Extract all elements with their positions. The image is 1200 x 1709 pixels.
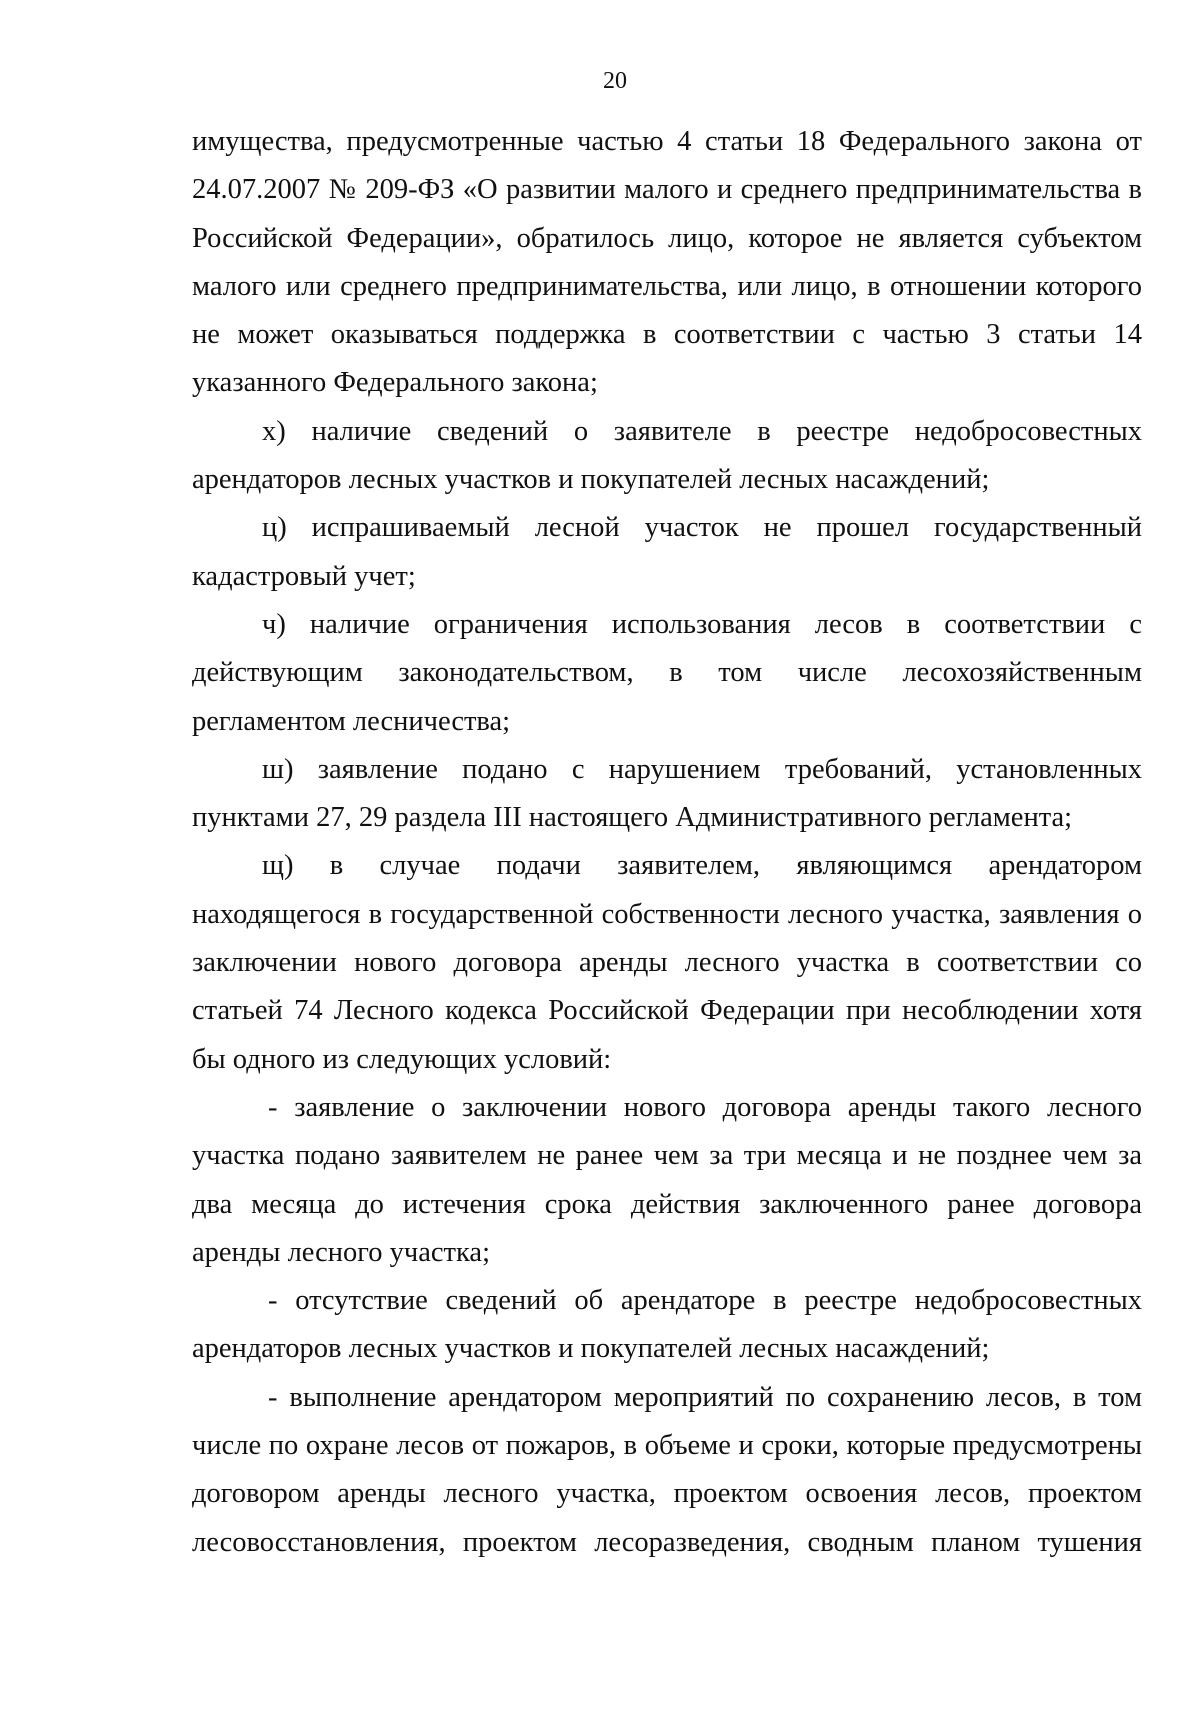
paragraph-item-ts: ц) испрашиваемый лесной участок не прошел государственный кадастровый учет; <box>192 512 1142 592</box>
paragraph-item-sh: ш) заявление подано с нарушением требований, установленных пунктами 27, 29 раздела III настоящего Административного регламента; <box>192 753 1142 834</box>
paragraph-item-ch: ч) наличие ограничения использования лесов в соответствии с действующим законодательством, в том числе лесохозяйственным регламентом лесничества; <box>192 608 1142 737</box>
document-body <box>192 118 1142 1567</box>
paragraph-continuation: имущества, предусмотренные частью 4 статьи 18 Федерального закона от 24.07.2007 № 209-ФЗ «О развитии малого и среднего предпринимательства в Российской Федерации», обратилось лицо, которое не является субъектом малого или среднего предпринимательства, или лицо, в отношении которого не может оказываться поддержка в соответствии с частью 3 статьи 14 указанного Федерального закона; <box>192 126 1142 399</box>
paragraph-item-shch: щ) в случае подачи заявителем, являющимся арендатором находящегося в государственной собственности лесного участка, заявления о заключении нового договора аренды лесного участка в соответствии со статьей 74 Лесного кодекса Российской Федерации при несоблюдении хотя бы одного из следующих условий: <box>192 850 1142 1075</box>
paragraph-item-kh: х) наличие сведений о заявителе в реестре недобросовестных арендаторов лесных участков и покупателей лесных насаждений; <box>192 415 1142 496</box>
page-number: 20 <box>603 68 627 94</box>
paragraph-condition-3: - выполнение арендатором мероприятий по сохранению лесов, в том числе по охране лесов от пожаров, в объеме и сроки, которые предусмотрены договором аренды лесного участка, проектом освоения лесов, проектом лесовосстановления, проектом лесоразведения, сводным планом тушения <box>192 1381 1142 1558</box>
paragraph-condition-2: - отсутствие сведений об арендаторе в реестре недобросовестных арендаторов лесных участков и покупателей лесных насаждений; <box>192 1285 1142 1365</box>
paragraph-condition-1: - заявление о заключении нового договора аренды такого лесного участка подано заявителем не ранее чем за три месяца и не позднее чем за два месяца до истечения срока действия заключенного ранее договора аренды лесного участка; <box>192 1091 1142 1268</box>
